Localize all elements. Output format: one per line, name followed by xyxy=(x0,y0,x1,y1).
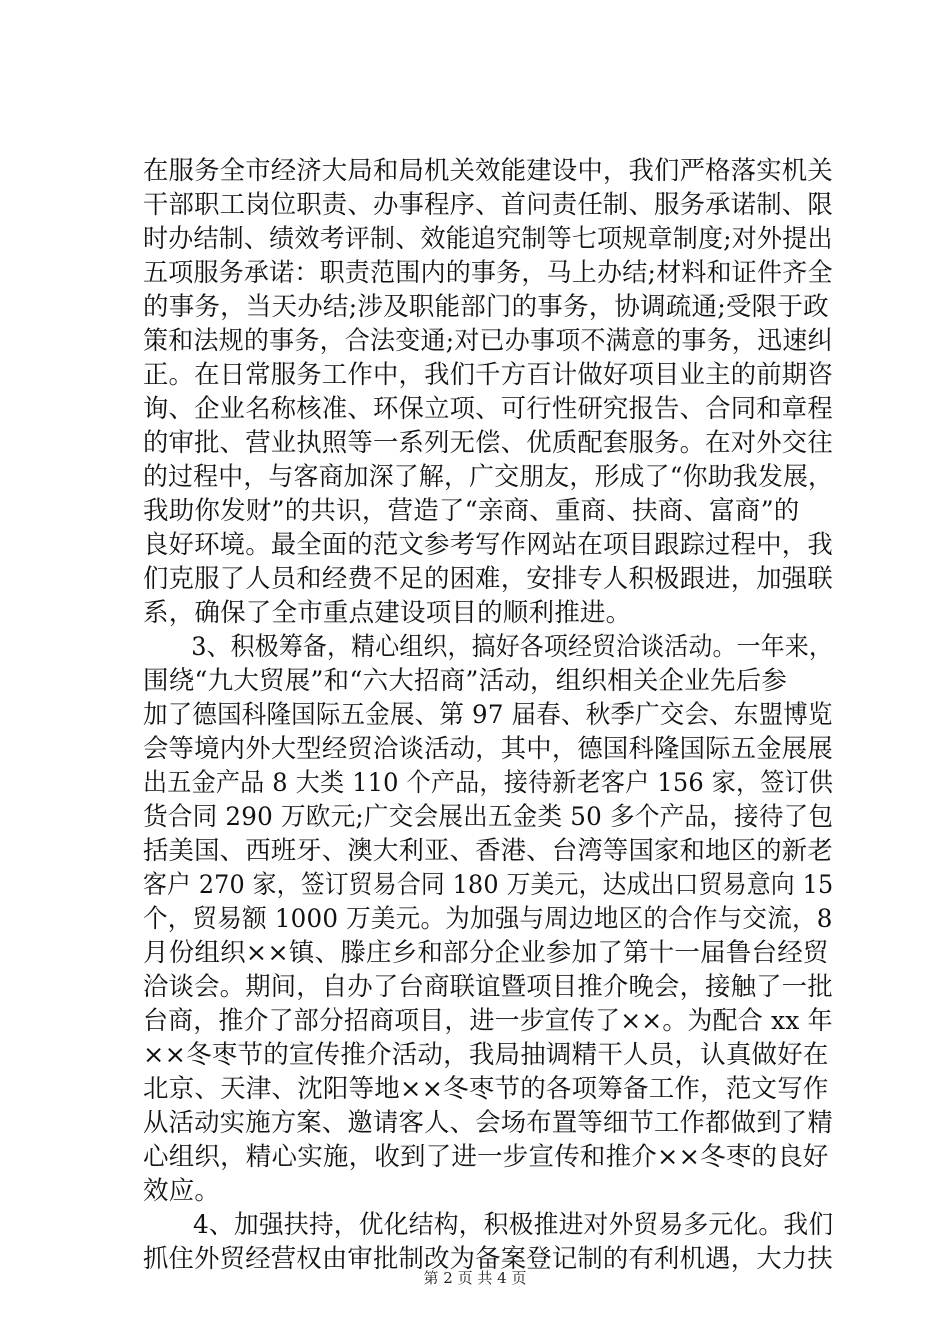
text-line: 抓住外贸经营权由审批制改为备案登记制的有利机遇，大力扶 xyxy=(143,1244,833,1274)
text-line: ××冬枣节的宣传推介活动，我局抽调精干人员，认真做好在 xyxy=(143,1040,829,1070)
text-line: 客户 270 家，签订贸易合同 180 万美元，达成出口贸易意向 15 xyxy=(143,870,834,900)
text-line: 五项服务承诺：职责范围内的事务，马上办结;材料和证件齐全 xyxy=(143,258,833,288)
text-line: 策和法规的事务，合法变通;对已办事项不满意的事务，迅速纠 xyxy=(143,326,833,356)
text-line: 询、企业名称核准、环保立项、可行性研究报告、合同和章程 xyxy=(143,394,833,424)
text-line: 心组织，精心实施，收到了进一步宣传和推介××冬枣的良好 xyxy=(143,1142,829,1172)
text-line: 良好环境。最全面的范文参考写作网站在项目跟踪过程中，我 xyxy=(143,530,833,560)
text-line: 货合同 290 万欧元;广交会展出五金类 50 多个产品，接待了包 xyxy=(143,802,834,832)
text-line: 在服务全市经济大局和局机关效能建设中，我们严格落实机关 xyxy=(143,156,833,186)
text-line: 括美国、西班牙、澳大利亚、香港、台湾等国家和地区的新老 xyxy=(143,836,833,866)
text-line: 们克服了人员和经费不足的困难，安排专人积极跟进，加强联 xyxy=(143,564,833,594)
text-line: 加了德国科隆国际五金展、第 97 届春、秋季广交会、东盟博览 xyxy=(143,700,833,730)
text-line: 我助你发财”的共识，营造了“亲商、重商、扶商、富商”的 xyxy=(143,496,800,526)
text-line: 北京、天津、沈阳等地××冬枣节的各项筹备工作，范文写作 xyxy=(143,1074,829,1104)
text-line: 的审批、营业执照等一系列无偿、优质配套服务。在对外交往 xyxy=(143,428,833,458)
text-line: 月份组织××镇、滕庄乡和部分企业参加了第十一届鲁台经贸 xyxy=(143,938,829,968)
text-line: 围绕“九大贸展”和“六大招商”活动，组织相关企业先后参 xyxy=(143,666,788,696)
text-line: 会等境内外大型经贸洽谈活动，其中，德国科隆国际五金展展 xyxy=(143,734,833,764)
page-number-footer: 第 2 页 共 4 页 xyxy=(423,1269,527,1287)
text-line: 个，贸易额 1000 万美元。为加强与周边地区的合作与交流，8 xyxy=(143,904,833,934)
text-line: 4、加强扶持，优化结构，积极推进对外贸易多元化。我们 xyxy=(143,1210,834,1240)
text-line: 出五金产品 8 大类 110 个产品，接待新老客户 156 家，签订供 xyxy=(143,768,834,798)
text-line: 3、积极筹备，精心组织，搞好各项经贸洽谈活动。一年来， xyxy=(143,632,834,662)
text-line: 系，确保了全市重点建设项目的顺利推进。 xyxy=(143,598,632,628)
text-line: 的事务，当天办结;涉及职能部门的事务，协调疏通;受限于政 xyxy=(143,292,829,322)
text-line: 的过程中，与客商加深了解，广交朋友，形成了“你助我发展， xyxy=(143,462,834,492)
text-line: 洽谈会。期间，自办了台商联谊暨项目推介晚会，接触了一批 xyxy=(143,972,833,1002)
text-line: 从活动实施方案、邀请客人、会场布置等细节工作都做到了精 xyxy=(143,1108,833,1138)
text-line: 正。在日常服务工作中，我们千方百计做好项目业主的前期咨 xyxy=(143,360,833,390)
text-line: 时办结制、绩效考评制、效能追究制等七项规章制度;对外提出 xyxy=(143,224,833,254)
text-line: 效应。 xyxy=(143,1176,221,1206)
text-line: 台商，推介了部分招商项目，进一步宣传了××。为配合 xx 年 xyxy=(143,1006,833,1036)
text-line: 干部职工岗位职责、办事程序、首问责任制、服务承诺制、限 xyxy=(143,190,833,220)
